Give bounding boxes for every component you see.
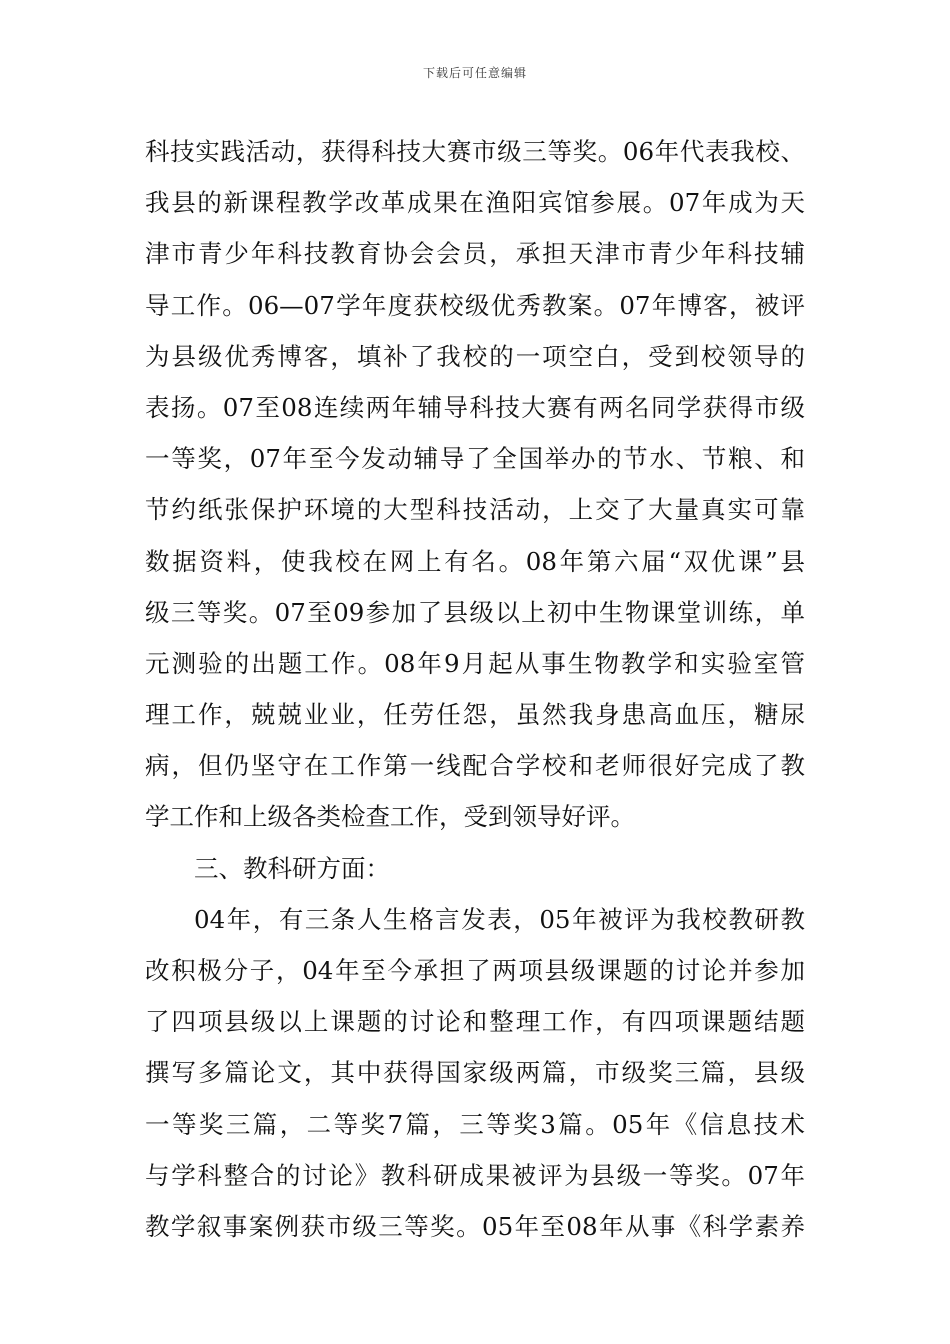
section-heading: 三、教科研方面： [194, 853, 390, 883]
paragraph-line: 级三等奖。07至09参加了县级以上初中生物课堂训练，单 [145, 597, 805, 627]
paragraph-line: 04年，有三条人生格言发表，05年被评为我校教研教 [194, 904, 805, 934]
paragraph-line: 一等奖，07年至今发动辅导了全国举办的节水、节粮、和 [145, 444, 805, 474]
paragraph-line: 与学科整合的讨论》教科研成果被评为县级一等奖。07年 [145, 1160, 805, 1190]
paragraph-line: 教学叙事案例获市级三等奖。05年至08年从事《科学素养 [145, 1211, 805, 1241]
paragraph-line: 节约纸张保护环境的大型科技活动，上交了大量真实可靠 [145, 495, 805, 525]
paragraph-line: 改积极分子，04年至今承担了两项县级课题的讨论并参加 [145, 956, 805, 985]
paragraph-line: 数据资料，使我校在网上有名。08年第六届“双优课”县 [145, 546, 805, 576]
paragraph-line: 表扬。07至08连续两年辅导科技大赛有两名同学获得市级 [145, 392, 805, 422]
paragraph-line: 一等奖三篇，二等奖7篇，三等奖3篇。05年《信息技术 [145, 1109, 805, 1139]
paragraph-line: 导工作。06—07学年度获校级优秀教案。07年博客，被评 [145, 290, 805, 320]
page-header: 下载后可任意编辑 [422, 66, 527, 80]
paragraph-line: 科技实践活动，获得科技大赛市级三等奖。06年代表我校、 [145, 137, 805, 166]
paragraph-line: 病，但仍坚守在工作第一线配合学校和老师很好完成了教 [145, 751, 805, 781]
paragraph-line: 元测验的出题工作。08年9月起从事生物教学和实验室管 [145, 648, 805, 678]
paragraph-line: 津市青少年科技教育协会会员，承担天津市青少年科技辅 [145, 239, 805, 269]
body-text [145, 126, 805, 1252]
paragraph-line: 学工作和上级各类检查工作，受到领导好评。 [145, 802, 635, 832]
paragraph-line: 撰写多篇论文，其中获得国家级两篇，市级奖三篇，县级 [145, 1058, 805, 1088]
paragraph-line: 理工作，兢兢业业，任劳任怨，虽然我身患高血压，糖尿 [145, 700, 805, 730]
paragraph-line: 我县的新课程教学改革成果在渔阳宾馆参展。07年成为天 [145, 188, 805, 218]
paragraph-line: 了四项县级以上课题的讨论和整理工作，有四项课题结题 [145, 1007, 805, 1037]
paragraph-line: 为县级优秀博客，填补了我校的一项空白，受到校领导的 [145, 341, 805, 371]
